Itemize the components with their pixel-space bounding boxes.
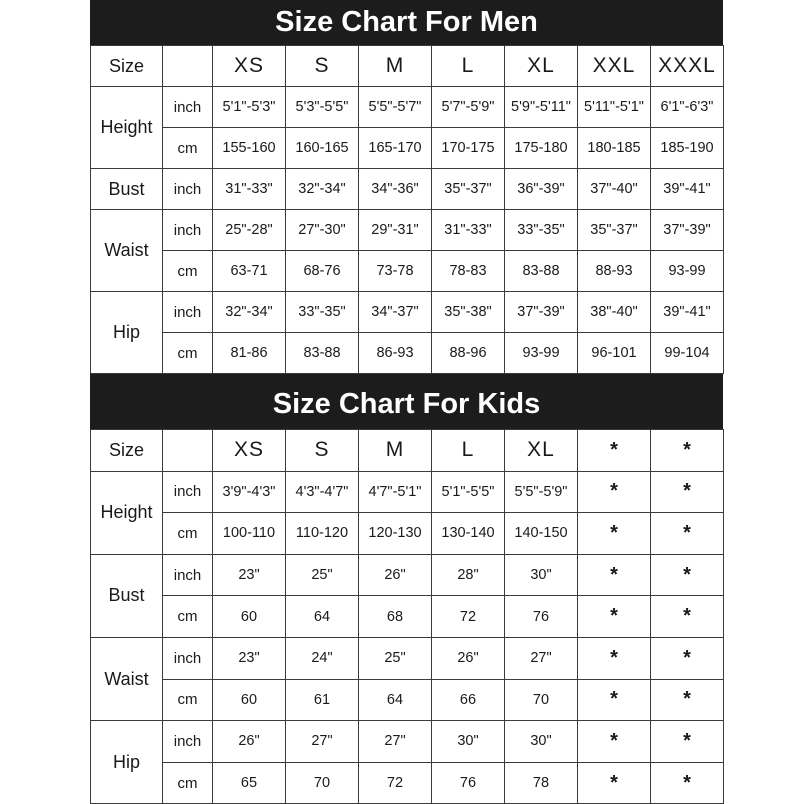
value-cell: 93-99 [505, 333, 578, 374]
value-cell: 140-150 [505, 513, 578, 555]
value-cell: 70 [286, 762, 359, 804]
unit-label: inch [163, 87, 213, 128]
measurement-row [91, 292, 724, 333]
value-cell: 66 [432, 679, 505, 721]
value-cell: * [651, 554, 724, 596]
unit-label: inch [163, 637, 213, 679]
value-cell: 31"-33" [213, 169, 286, 210]
value-cell: * [578, 762, 651, 804]
value-cell: * [578, 721, 651, 763]
value-cell: 72 [359, 762, 432, 804]
value-cell: 160-165 [286, 128, 359, 169]
unit-label: inch [163, 292, 213, 333]
men-header-row [91, 46, 724, 87]
measurement-row [91, 762, 724, 804]
value-cell: * [578, 513, 651, 555]
value-cell: 76 [505, 596, 578, 638]
measurement-row [91, 128, 724, 169]
value-cell: 100-110 [213, 513, 286, 555]
unit-label: inch [163, 721, 213, 763]
value-cell: 36"-39" [505, 169, 578, 210]
size-header-1: S [286, 46, 359, 87]
value-cell: 68-76 [286, 251, 359, 292]
value-cell: 4'3"-4'7" [286, 471, 359, 513]
value-cell: * [651, 637, 724, 679]
size-header-3: L [432, 430, 505, 472]
value-cell: 76 [432, 762, 505, 804]
value-cell: 83-88 [286, 333, 359, 374]
value-cell: 38"-40" [578, 292, 651, 333]
value-cell: 5'7"-5'9" [432, 87, 505, 128]
size-header-6: * [651, 430, 724, 472]
value-cell: 27" [286, 721, 359, 763]
measurement-row [91, 596, 724, 638]
value-cell: * [651, 471, 724, 513]
unit-label: inch [163, 554, 213, 596]
value-cell: * [651, 721, 724, 763]
value-cell: 35"-37" [578, 210, 651, 251]
men-chart-title: Size Chart For Men [90, 0, 723, 45]
value-cell: 27"-30" [286, 210, 359, 251]
value-cell: * [651, 596, 724, 638]
measurement-row [91, 721, 724, 763]
value-cell: 185-190 [651, 128, 724, 169]
value-cell: 32"-34" [286, 169, 359, 210]
value-cell: 32"-34" [213, 292, 286, 333]
value-cell: 5'1"-5'5" [432, 471, 505, 513]
measure-label-height: Height [91, 471, 163, 554]
value-cell: * [578, 554, 651, 596]
size-label: Size [91, 430, 163, 472]
value-cell: 3'9"-4'3" [213, 471, 286, 513]
size-header-5: * [578, 430, 651, 472]
measure-label-height: Height [91, 87, 163, 169]
value-cell: 78 [505, 762, 578, 804]
value-cell: 25" [359, 637, 432, 679]
value-cell: 70 [505, 679, 578, 721]
value-cell: 86-93 [359, 333, 432, 374]
value-cell: 5'3"-5'5" [286, 87, 359, 128]
value-cell: * [578, 679, 651, 721]
measurement-row [91, 637, 724, 679]
value-cell: 5'1"-5'3" [213, 87, 286, 128]
value-cell: 33"-35" [505, 210, 578, 251]
value-cell: 26" [213, 721, 286, 763]
value-cell: 63-71 [213, 251, 286, 292]
value-cell: 37"-39" [505, 292, 578, 333]
value-cell: * [578, 596, 651, 638]
size-header-3: L [432, 46, 505, 87]
measure-label-bust: Bust [91, 169, 163, 210]
value-cell: 175-180 [505, 128, 578, 169]
value-cell: 88-96 [432, 333, 505, 374]
value-cell: 5'11"-5'1" [578, 87, 651, 128]
value-cell: 39"-41" [651, 292, 724, 333]
measure-label-waist: Waist [91, 210, 163, 292]
measurement-row [91, 554, 724, 596]
value-cell: * [651, 762, 724, 804]
size-header-5: XXL [578, 46, 651, 87]
value-cell: 4'7"-5'1" [359, 471, 432, 513]
value-cell: 30" [432, 721, 505, 763]
value-cell: 39"-41" [651, 169, 724, 210]
size-chart-page [90, 0, 723, 804]
unit-label: inch [163, 169, 213, 210]
value-cell: 88-93 [578, 251, 651, 292]
measurement-row [91, 87, 724, 128]
size-header-2: M [359, 430, 432, 472]
value-cell: 78-83 [432, 251, 505, 292]
unit-header-blank [163, 430, 213, 472]
value-cell: 34"-37" [359, 292, 432, 333]
value-cell: 5'5"-5'7" [359, 87, 432, 128]
kids-header-row [91, 430, 724, 472]
value-cell: 31"-33" [432, 210, 505, 251]
value-cell: 64 [359, 679, 432, 721]
value-cell: 65 [213, 762, 286, 804]
unit-label: cm [163, 596, 213, 638]
measurement-row [91, 471, 724, 513]
value-cell: 180-185 [578, 128, 651, 169]
value-cell: 72 [432, 596, 505, 638]
measurement-row [91, 513, 724, 555]
measurement-row [91, 251, 724, 292]
value-cell: 5'9"-5'11" [505, 87, 578, 128]
value-cell: 5'5"-5'9" [505, 471, 578, 513]
value-cell: 34"-36" [359, 169, 432, 210]
unit-label: cm [163, 513, 213, 555]
size-header-4: XL [505, 46, 578, 87]
value-cell: 60 [213, 596, 286, 638]
value-cell: 37"-40" [578, 169, 651, 210]
value-cell: 6'1"-6'3" [651, 87, 724, 128]
size-header-1: S [286, 430, 359, 472]
measure-label-hip: Hip [91, 721, 163, 804]
unit-label: inch [163, 471, 213, 513]
value-cell: * [651, 513, 724, 555]
value-cell: 23" [213, 637, 286, 679]
unit-label: cm [163, 762, 213, 804]
measurement-row [91, 169, 724, 210]
size-header-0: XS [213, 430, 286, 472]
value-cell: 35"-38" [432, 292, 505, 333]
value-cell: 30" [505, 721, 578, 763]
value-cell: 25" [286, 554, 359, 596]
value-cell: 81-86 [213, 333, 286, 374]
unit-label: cm [163, 251, 213, 292]
value-cell: 99-104 [651, 333, 724, 374]
value-cell: 37"-39" [651, 210, 724, 251]
value-cell: 61 [286, 679, 359, 721]
value-cell: 35"-37" [432, 169, 505, 210]
value-cell: 130-140 [432, 513, 505, 555]
value-cell: 83-88 [505, 251, 578, 292]
measure-label-waist: Waist [91, 637, 163, 720]
value-cell: 165-170 [359, 128, 432, 169]
value-cell: 110-120 [286, 513, 359, 555]
value-cell: 73-78 [359, 251, 432, 292]
value-cell: 23" [213, 554, 286, 596]
unit-label: inch [163, 210, 213, 251]
measure-label-bust: Bust [91, 554, 163, 637]
value-cell: 24" [286, 637, 359, 679]
value-cell: 170-175 [432, 128, 505, 169]
value-cell: 64 [286, 596, 359, 638]
value-cell: 68 [359, 596, 432, 638]
value-cell: 33"-35" [286, 292, 359, 333]
measure-label-hip: Hip [91, 292, 163, 374]
size-header-0: XS [213, 46, 286, 87]
value-cell: 29"-31" [359, 210, 432, 251]
value-cell: 93-99 [651, 251, 724, 292]
value-cell: * [578, 471, 651, 513]
kids-size-table [90, 429, 724, 804]
value-cell: 25"-28" [213, 210, 286, 251]
value-cell: * [651, 679, 724, 721]
kids-chart-title: Size Chart For Kids [90, 374, 723, 429]
unit-header-blank [163, 46, 213, 87]
measurement-row [91, 679, 724, 721]
size-header-2: M [359, 46, 432, 87]
size-header-4: XL [505, 430, 578, 472]
measurement-row [91, 210, 724, 251]
unit-label: cm [163, 333, 213, 374]
value-cell: 30" [505, 554, 578, 596]
men-size-table [90, 45, 724, 374]
value-cell: 27" [359, 721, 432, 763]
value-cell: 155-160 [213, 128, 286, 169]
value-cell: * [578, 637, 651, 679]
size-header-6: XXXL [651, 46, 724, 87]
value-cell: 96-101 [578, 333, 651, 374]
value-cell: 28" [432, 554, 505, 596]
measurement-row [91, 333, 724, 374]
unit-label: cm [163, 128, 213, 169]
value-cell: 120-130 [359, 513, 432, 555]
value-cell: 26" [432, 637, 505, 679]
value-cell: 60 [213, 679, 286, 721]
value-cell: 27" [505, 637, 578, 679]
size-label: Size [91, 46, 163, 87]
value-cell: 26" [359, 554, 432, 596]
unit-label: cm [163, 679, 213, 721]
